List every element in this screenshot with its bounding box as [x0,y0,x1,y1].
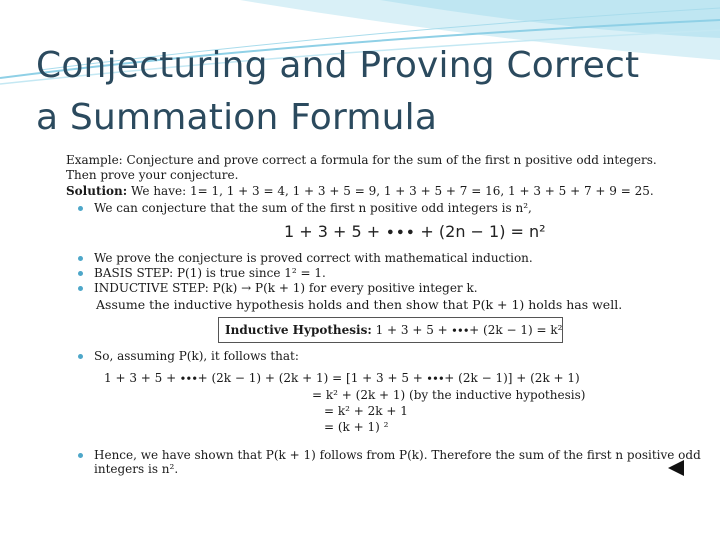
bullet-conjecture: We can conjecture that the sum of the first n positive odd integers is n², [94,201,532,215]
hence-line-2: integers is n². [94,462,179,476]
derivation-line-2: = k² + (2k + 1) (by the inductive hypothesis) [312,388,586,402]
bullet-inductive: INDUCTIVE STEP: P(k) → P(k + 1) for every positive integer k. [94,281,478,295]
derivation-line-1: 1 + 3 + 5 + ∙∙∙+ (2k − 1) + (2k + 1) = [1 + 3 + 5 + ∙∙∙+ (2k − 1)] + (2k + 1) [104,371,580,385]
derivation-line-4: = (k + 1) ² [324,420,389,434]
bullet-icon [78,286,83,291]
example-line-2: Then prove your conjecture. [66,168,239,182]
ih-label: Inductive Hypothesis: [225,323,372,337]
solution-text: We have: 1= 1, 1 + 3 = 4, 1 + 3 + 5 = 9, 1 + 3 + 5 + 7 = 16, 1 + 3 + 5 + 7 + 9 = 25. [131,184,654,198]
bullet-basis: BASIS STEP: P(1) is true since 1² = 1. [94,266,326,280]
solution-line [66,184,654,199]
bullet-icon [78,206,83,211]
derivation-line-3: = k² + 2k + 1 [324,404,408,418]
bullet-icon [78,453,83,458]
bullet-prove: We prove the conjecture is proved correct with mathematical induction. [94,251,533,265]
solution-label: Solution: [66,184,128,198]
title-line-1: Conjecturing and Proving Correct [36,45,640,86]
example-line-1: Example: Conjecture and prove correct a formula for the sum of the first n positive odd integers. [66,153,657,167]
title-line-2: a Summation Formula [36,97,438,138]
slide-title [36,40,696,144]
hence-line-1: Hence, we have shown that P(k + 1) follows from P(k). Therefore the sum of the first n positive odd [94,448,701,462]
assume-line: Assume the inductive hypothesis holds and then show that P(k + 1) holds has well. [96,297,623,312]
bullet-so: So, assuming P(k), it follows that: [94,349,299,363]
bullet-icon [78,354,83,359]
ih-formula: 1 + 3 + 5 + ∙∙∙+ (2k − 1) = k² [371,323,563,337]
main-formula: 1 + 3 + 5 + ∙∙∙ + (2n − 1) = n² [284,222,546,241]
back-arrow-icon[interactable] [668,460,684,476]
bullet-icon [78,256,83,261]
inductive-hypothesis-box [218,317,563,343]
bullet-icon [78,271,83,276]
